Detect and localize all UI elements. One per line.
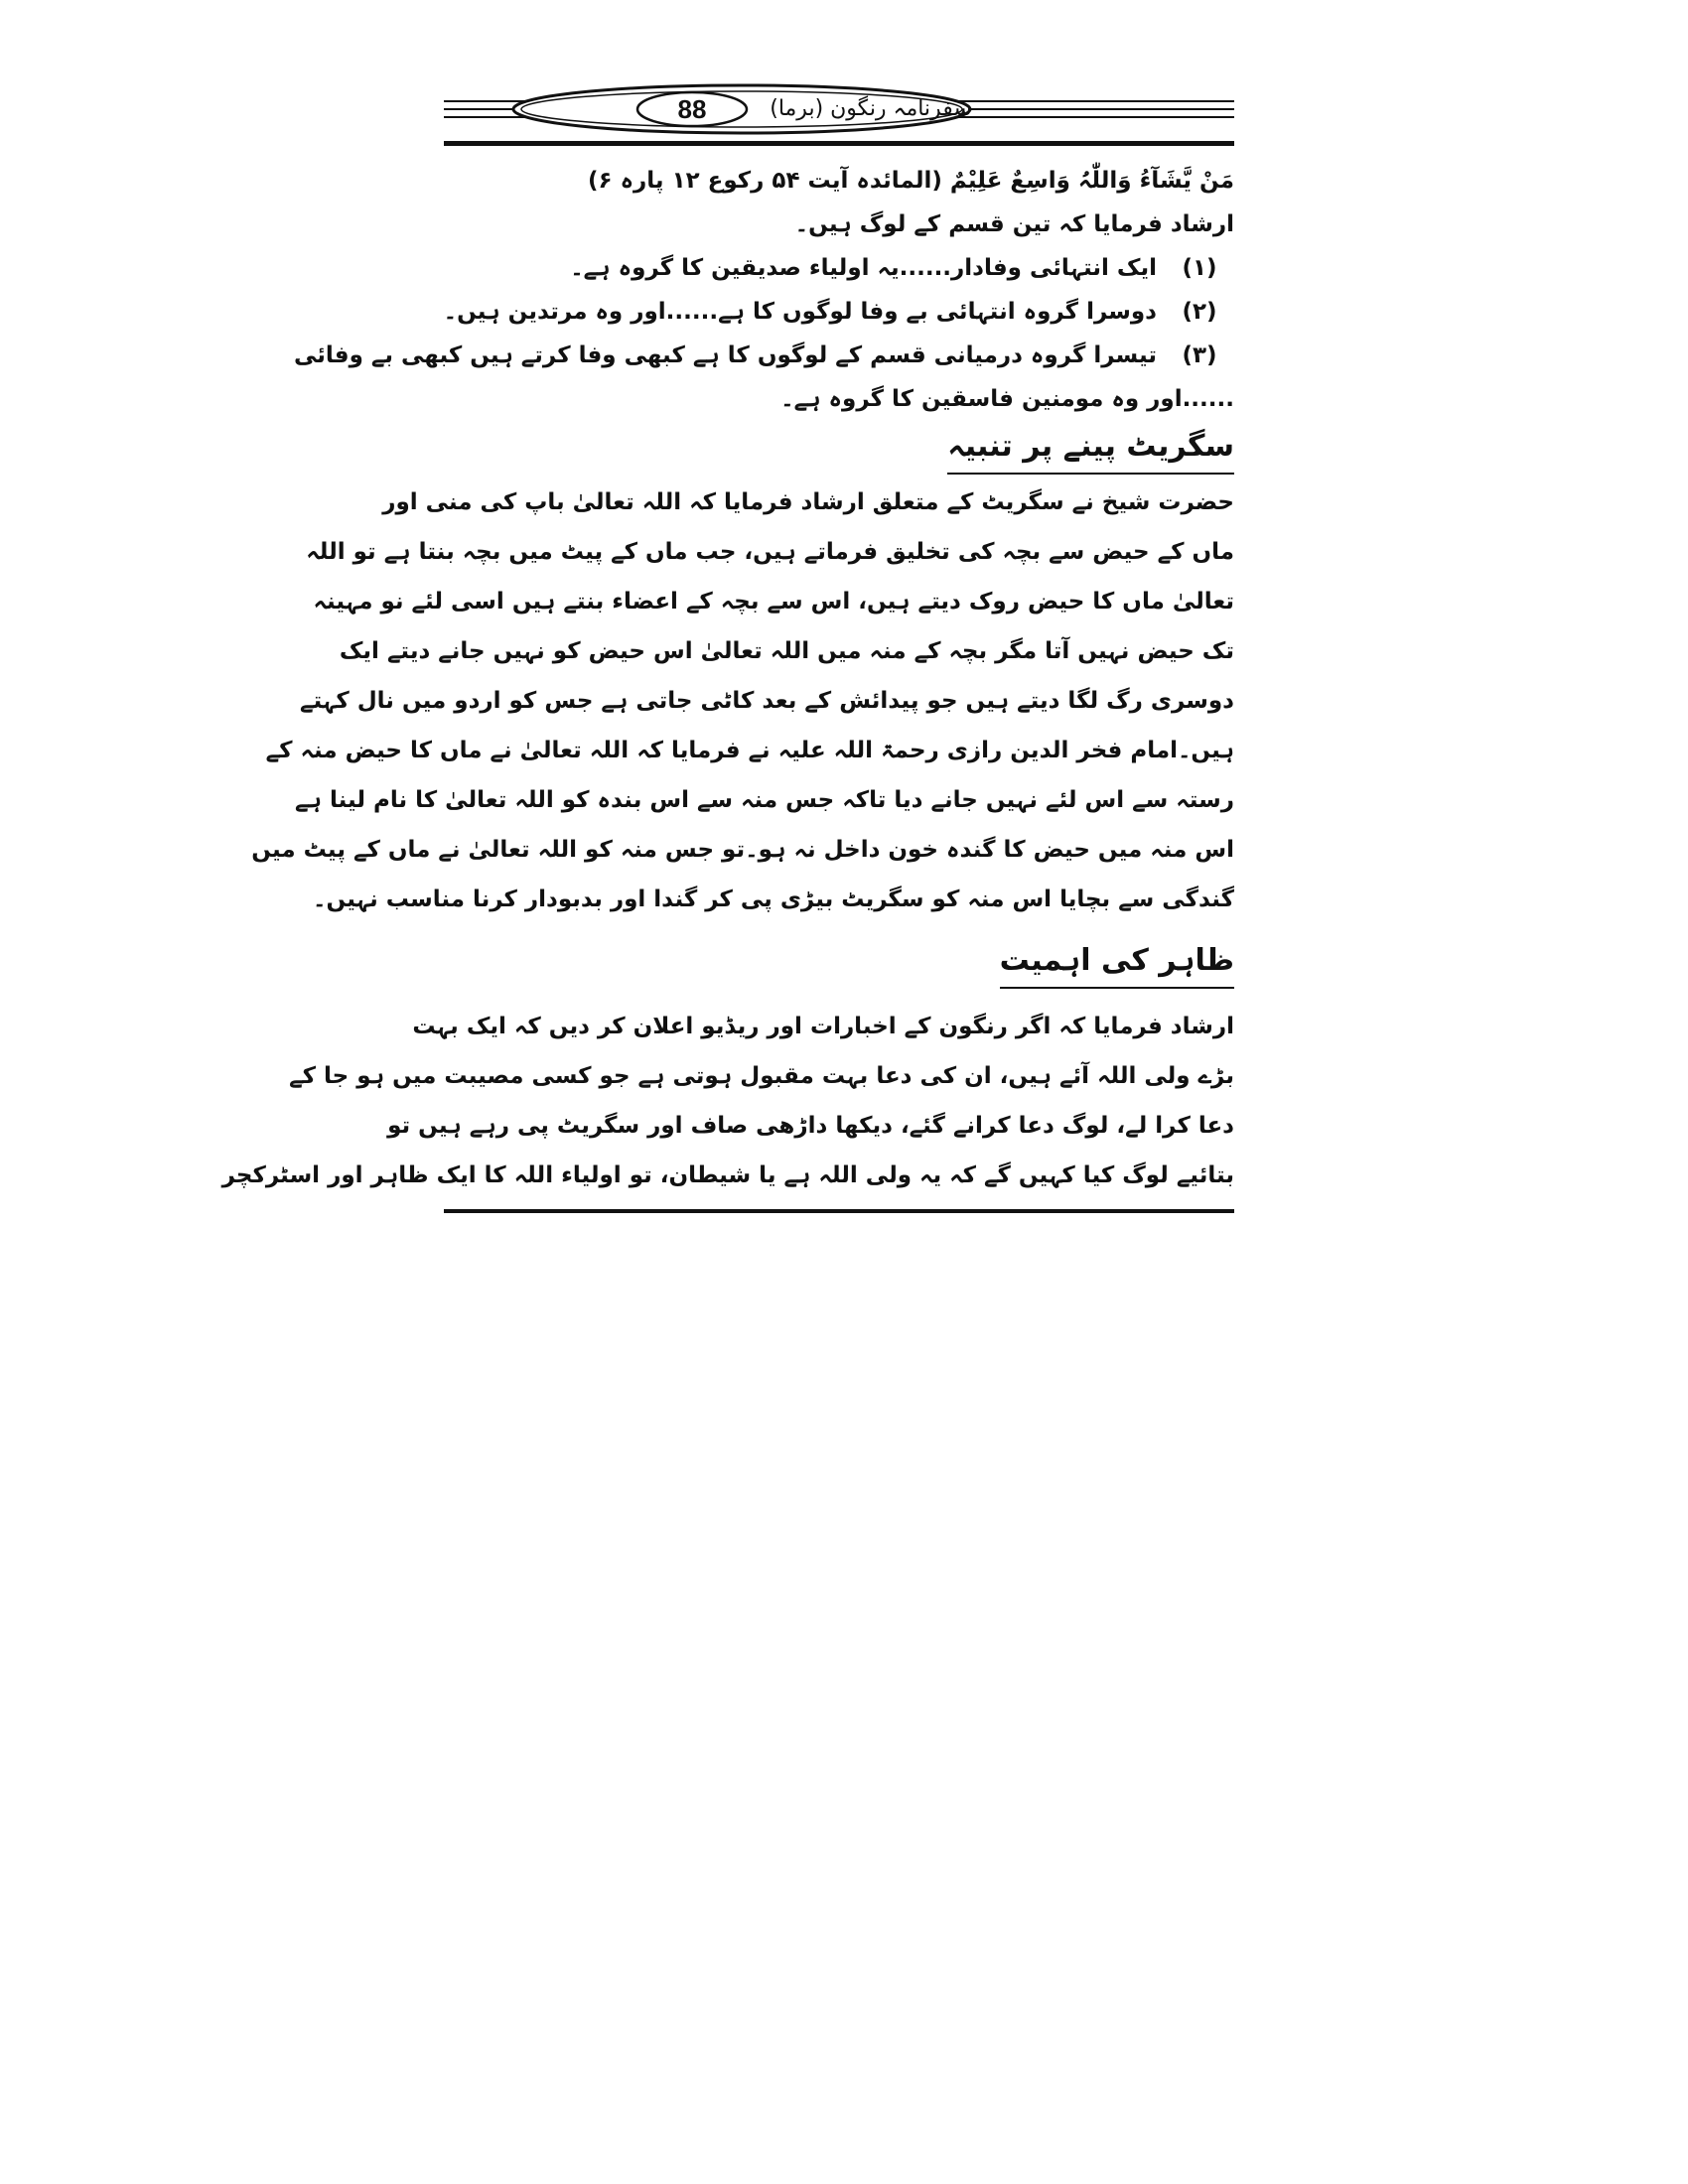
list-item <box>444 248 1234 288</box>
paragraph-line: تعالیٰ ماں کا حیض روک دیتے ہیں، اس سے بچہ کے اعضاء بنتے ہیں اسی لئے نو مہینہ <box>313 589 1234 614</box>
list-number: (۳) <box>1182 342 1217 368</box>
list-text: تیسرا گروہ درمیانی قسم کے لوگوں کا ہے کبھی وفا کرتے ہیں کبھی بے وفائی <box>293 342 1157 368</box>
section-heading-smoking: سگریٹ پینے پر تنبیہ <box>947 423 1234 475</box>
paragraph-line: بتائیے لوگ کیا کہیں گے کہ یہ ولی اللہ ہے یا شیطان، تو اولیاء اللہ کا ایک ظاہر اور اسٹرکچر <box>221 1162 1234 1188</box>
paragraph-line: بڑے ولی اللہ آئے ہیں، ان کی دعا بہت مقبول ہوتی ہے جو کسی مصیبت میں ہو جا کے <box>289 1063 1234 1089</box>
paragraph-line: حضرت شیخ نے سگریٹ کے متعلق ارشاد فرمایا کہ اللہ تعالیٰ باپ کی منی اور <box>382 489 1234 515</box>
footer-rule <box>444 1209 1234 1213</box>
list-number: (۱) <box>1182 255 1217 281</box>
list-continuation: ......اور وہ مومنین فاسقین کا گروہ ہے۔ <box>780 386 1234 412</box>
list-item <box>293 336 1234 375</box>
book-page <box>221 83 1234 1543</box>
paragraph-line: رستہ سے اس لئے نہیں جانے دیا تاکہ جس منہ سے اس بندہ کو اللہ تعالیٰ کا نام لینا ہے <box>295 787 1234 813</box>
paragraph-line: دعا کرا لے، لوگ دعا کرانے گئے، دیکھا داڑھی صاف اور سگریٹ پی رہے ہیں تو <box>387 1113 1234 1139</box>
list-text: ایک انتہائی وفادار......یہ اولیاء صدیقین کا گروہ ہے۔ <box>570 255 1157 281</box>
section-heading-appearance: ظاہر کی اہمیت <box>1000 937 1234 989</box>
paragraph-line: ہیں۔امام فخر الدین رازی رحمۃ اللہ علیہ نے فرمایا کہ اللہ تعالیٰ نے ماں کا حیض منہ کے <box>265 738 1234 763</box>
paragraph-line: اس منہ میں حیض کا گندہ خون داخل نہ ہو۔تو جس منہ کو اللہ تعالیٰ نے ماں کے پیٹ میں <box>251 837 1234 863</box>
page-number: 88 <box>677 94 707 124</box>
paragraph-line: دوسری رگ لگا دیتے ہیں جو پیدائش کے بعد کاٹی جاتی ہے جس کو اردو میں نال کہتے <box>299 688 1234 714</box>
running-title: سفرنامہ رنگون (برما) <box>770 96 972 121</box>
list-item <box>444 292 1234 332</box>
list-number: (۲) <box>1182 299 1217 325</box>
intro-line: ارشاد فرمایا کہ تین قسم کے لوگ ہیں۔ <box>794 211 1234 237</box>
paragraph-line: تک حیض نہیں آتا مگر بچہ کے منہ میں اللہ تعالیٰ اس حیض کو نہیں جانے دیتے ایک <box>339 638 1234 664</box>
page-header <box>444 83 1234 153</box>
paragraph-line: ارشاد فرمایا کہ اگر رنگون کے اخبارات اور ریڈیو اعلان کر دیں کہ ایک بہت <box>412 1014 1234 1039</box>
list-text: دوسرا گروہ انتہائی بے وفا لوگوں کا ہے......اور وہ مرتدین ہیں۔ <box>443 299 1157 325</box>
paragraph-line: گندگی سے بچایا اس منہ کو سگریٹ بیڑی پی کر گندا اور بدبودار کرنا مناسب نہیں۔ <box>313 887 1234 912</box>
paragraph-line: ماں کے حیض سے بچہ کی تخلیق فرماتے ہیں، جب ماں کے پیٹ میں بچہ بنتا ہے تو اللہ <box>306 539 1234 565</box>
verse-line: مَنْ یَّشَآءُ وَاللّٰہُ وَاسِعٌ عَلِیْمٌ (المائدہ آیت ۵۴ رکوع ۱۲ پارہ ۶) <box>588 168 1234 194</box>
